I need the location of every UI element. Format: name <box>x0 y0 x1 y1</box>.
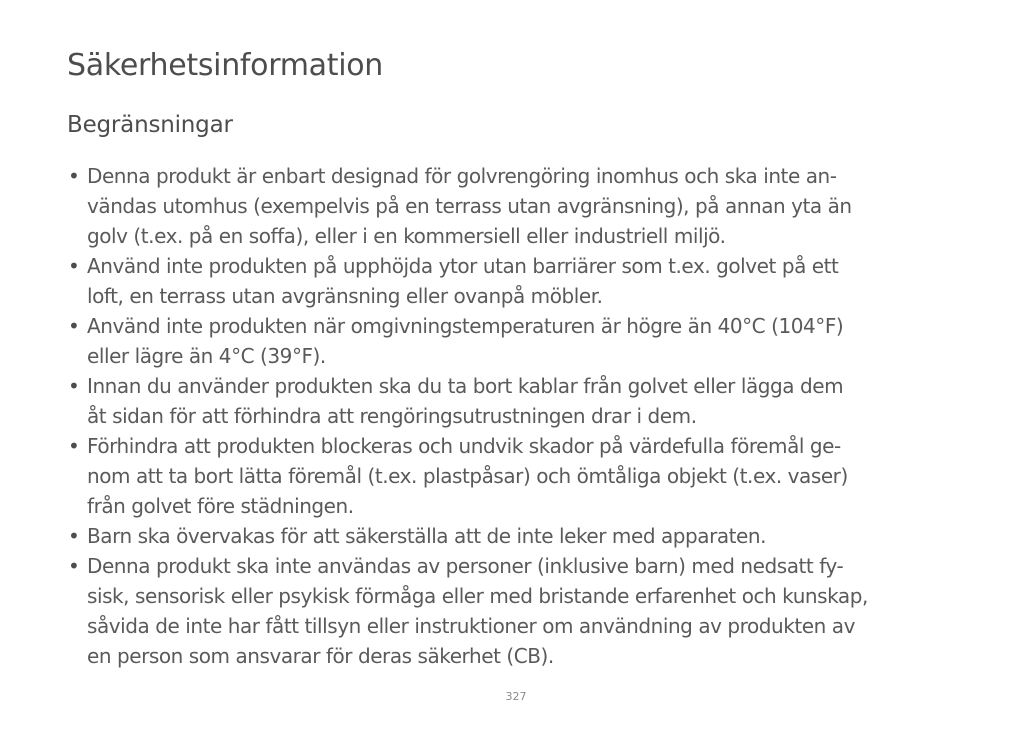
text-line: Denna produkt är enbart designad för golvrengöring inomhus och ska inte an- <box>87 164 837 188</box>
list-item-text <box>87 431 848 521</box>
list-item <box>68 521 998 551</box>
text-line: golv (t.ex. på en soffa), eller i en kommersiell eller industriell miljö. <box>87 224 726 248</box>
section-heading: Begränsningar <box>67 112 233 138</box>
list-item-text <box>87 521 766 551</box>
list-item <box>68 371 998 431</box>
text-line: Denna produkt ska inte användas av personer (inklusive barn) med nedsatt fy- <box>87 554 844 578</box>
text-line: Barn ska övervakas för att säkerställa att de inte leker med apparaten. <box>87 524 767 548</box>
text-line: såvida de inte har fått tillsyn eller instruktioner om användning av produkten av <box>87 614 855 638</box>
page-title: Säkerhetsinformation <box>67 48 384 83</box>
bullet-icon: • <box>68 524 80 548</box>
text-line: eller lägre än 4°C (39°F). <box>87 344 326 368</box>
text-line: Förhindra att produkten blockeras och undvik skador på värdefulla föremål ge- <box>87 434 841 458</box>
text-line: från golvet före städningen. <box>87 494 354 518</box>
text-line: en person som ansvarar för deras säkerhet (CB). <box>87 644 554 668</box>
restrictions-list <box>68 161 998 671</box>
text-line: Innan du använder produkten ska du ta bort kablar från golvet eller lägga dem <box>87 374 844 398</box>
list-item-text <box>87 251 838 311</box>
list-item-text <box>87 551 868 671</box>
list-item <box>68 311 998 371</box>
list-item-text <box>87 371 843 431</box>
bullet-icon: • <box>68 374 80 398</box>
bullet-icon: • <box>68 164 80 188</box>
bullet-icon: • <box>68 314 80 338</box>
text-line: sisk, sensorisk eller psykisk förmåga eller med bristande erfarenhet och kunskap, <box>87 584 868 608</box>
page-number: 327 <box>505 690 527 703</box>
text-line: loft, en terrass utan avgränsning eller ovanpå möbler. <box>87 284 603 308</box>
text-line: nom att ta bort lätta föremål (t.ex. plastpåsar) och ömtåliga objekt (t.ex. vaser) <box>87 464 848 488</box>
list-item <box>68 431 998 521</box>
bullet-icon: • <box>68 554 80 578</box>
list-item <box>68 161 998 251</box>
text-line: Använd inte produkten när omgivningstemperaturen är högre än 40°C (104°F) <box>87 314 844 338</box>
text-line: åt sidan för att förhindra att rengöringsutrustningen drar i dem. <box>87 404 697 428</box>
list-item-text <box>87 161 852 251</box>
text-line: Använd inte produkten på upphöjda ytor utan barriärer som t.ex. golvet på ett <box>87 254 839 278</box>
list-item <box>68 251 998 311</box>
bullet-icon: • <box>68 434 80 458</box>
list-item <box>68 551 998 671</box>
list-item-text <box>87 311 843 371</box>
text-line: vändas utomhus (exempelvis på en terrass utan avgränsning), på annan yta än <box>87 194 852 218</box>
bullet-icon: • <box>68 254 80 278</box>
